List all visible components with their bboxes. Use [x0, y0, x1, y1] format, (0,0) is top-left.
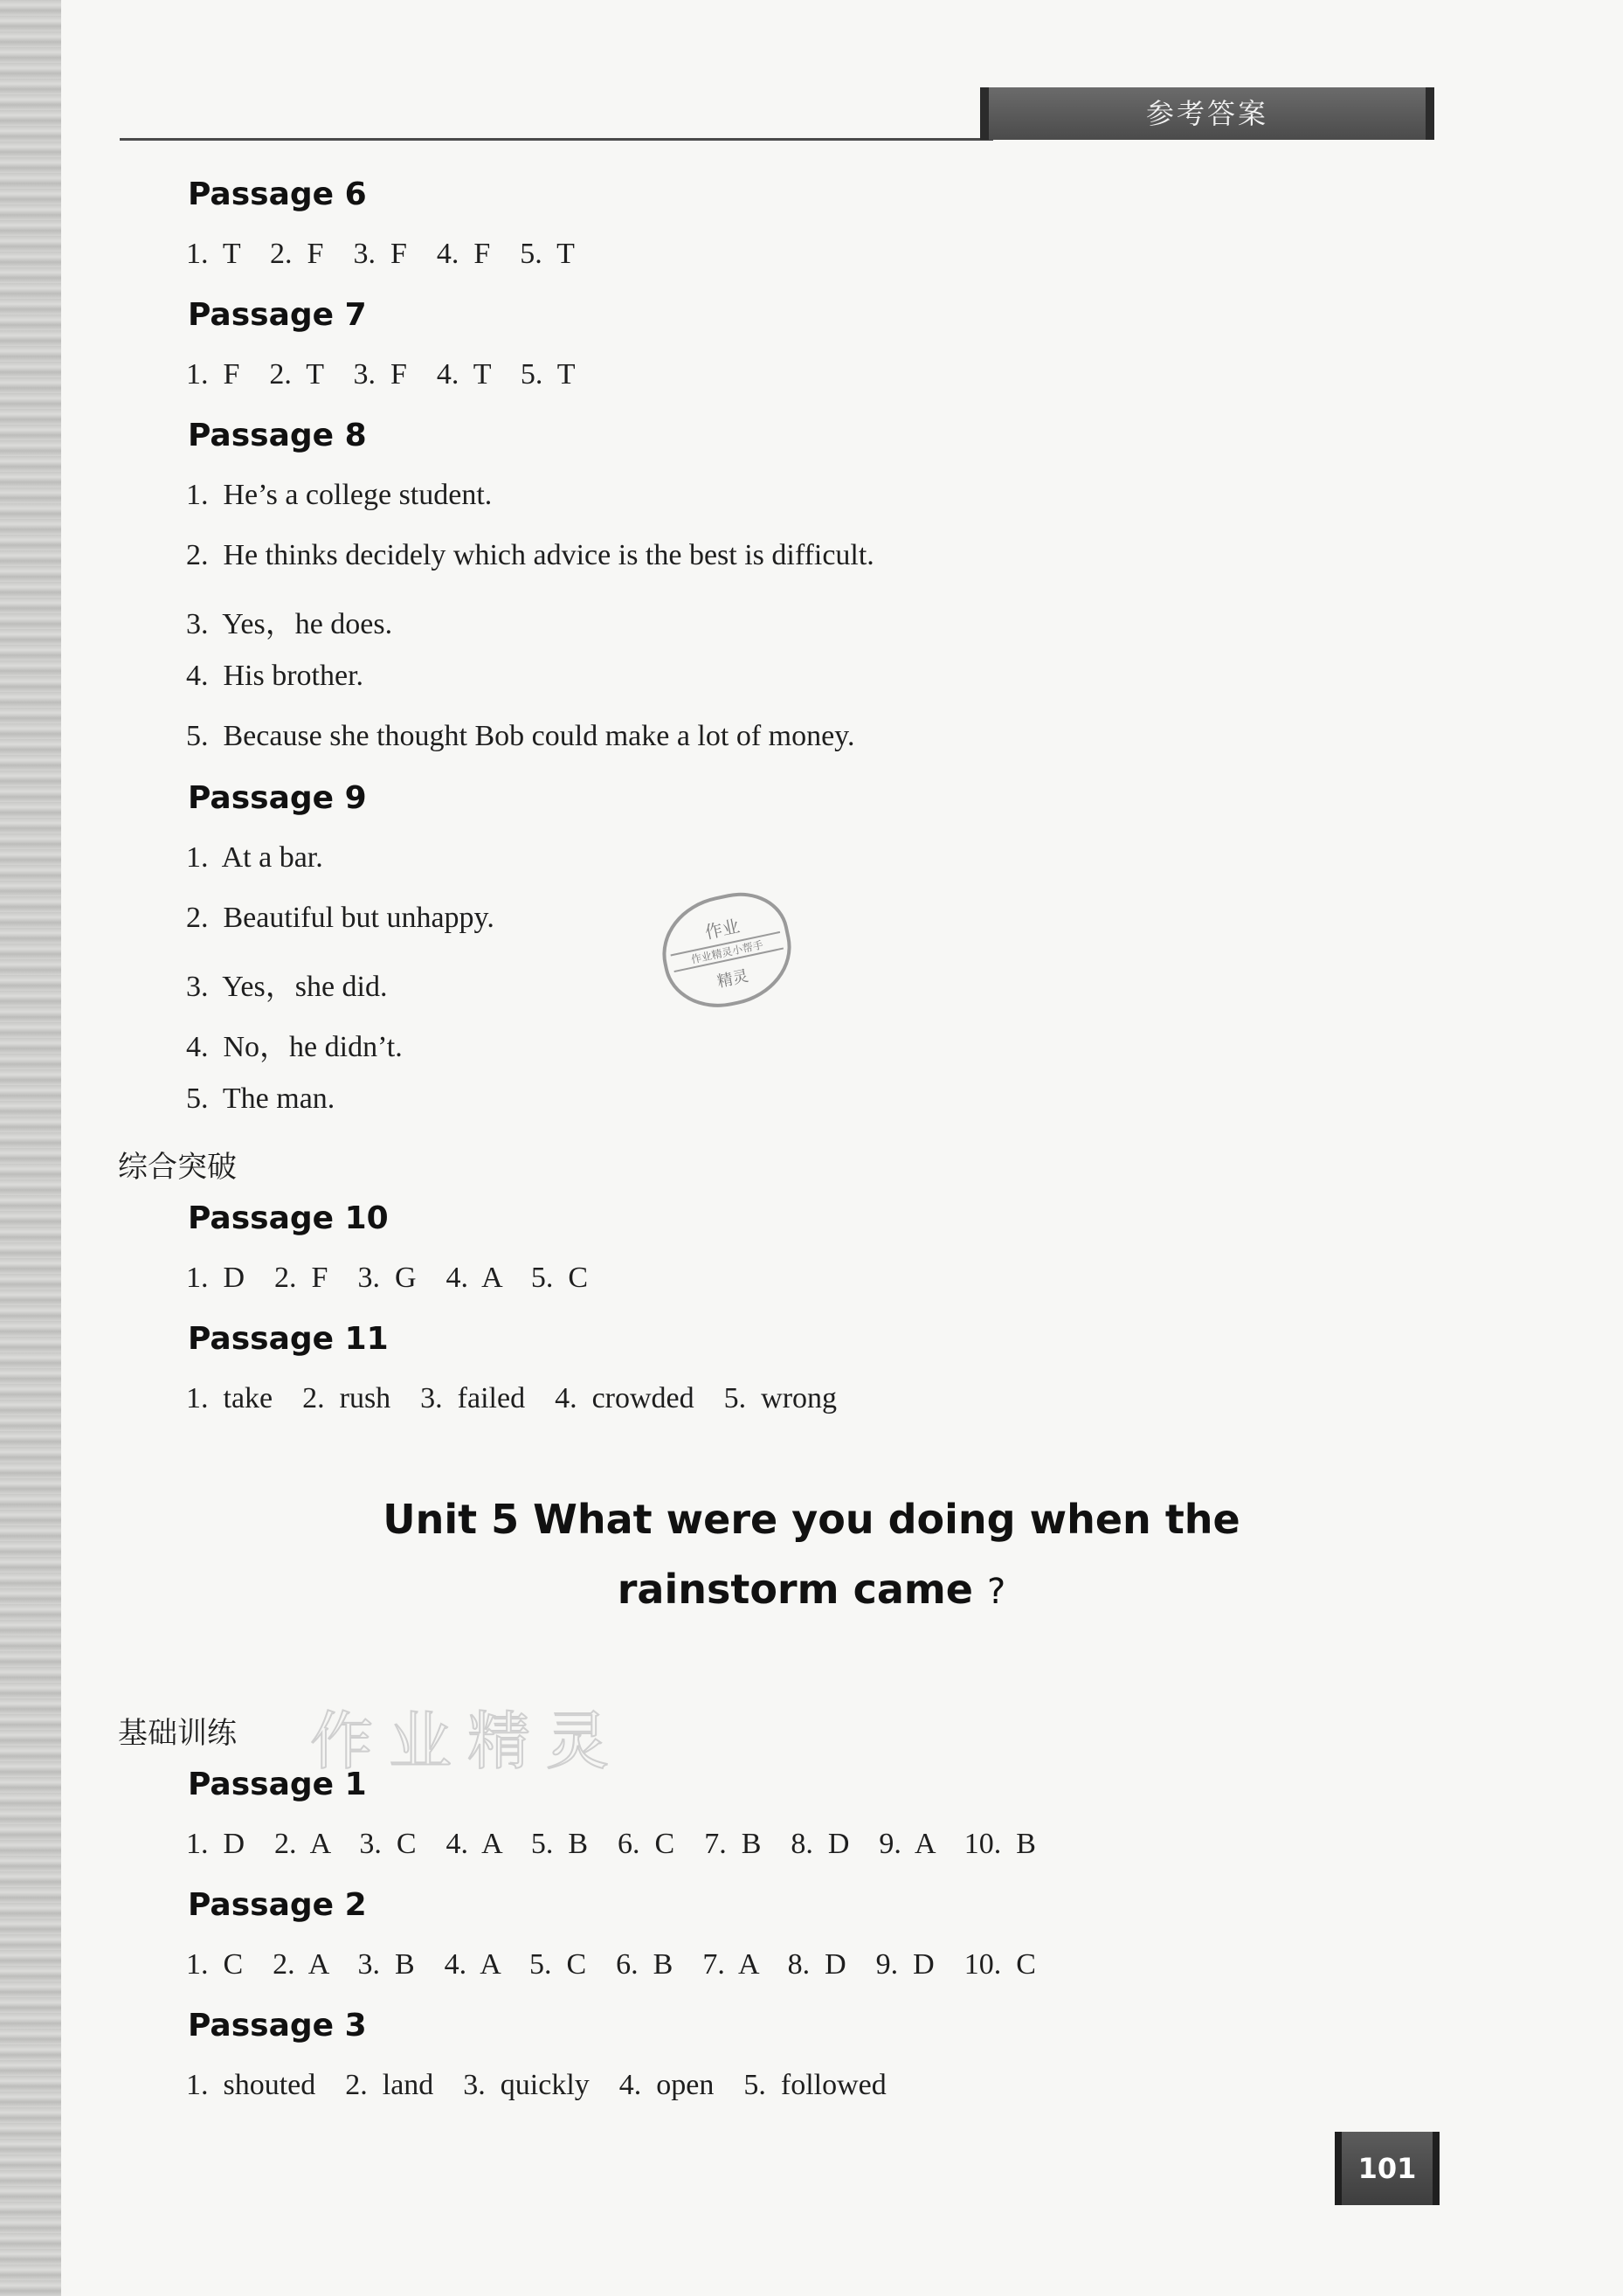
passage-7-answers: 1. F 2. T 3. F 4. T 5. T — [186, 358, 576, 391]
passage-6-heading: Passage 6 — [188, 176, 367, 212]
passage-10-answers: 1. D 2. F 3. G 4. A 5. C — [186, 1262, 588, 1294]
passage-9-heading: Passage 9 — [188, 780, 367, 816]
passage-8-answer-4: 4. His brother. — [186, 660, 364, 692]
passage-9-answer-1: 1. At a bar. — [186, 841, 323, 874]
u5-passage-2-heading: Passage 2 — [188, 1887, 367, 1923]
passage-8-answer-1: 1. He’s a college student. — [186, 479, 493, 511]
stamp-middle-text: 作业精灵小帮手 — [671, 931, 784, 972]
unit-5-title-line-2 — [0, 1566, 1623, 1613]
u5-passage-3-answers: 1. shouted 2. land 3. quickly 4. open 5. followed — [186, 2069, 887, 2101]
unit-5-title-line-1: Unit 5 What were you doing when the — [383, 1496, 1240, 1543]
section-basic-training: 基础训练 — [118, 1716, 237, 1751]
page-number: 101 — [1335, 2132, 1440, 2205]
passage-9-answer-5: 5. The man. — [186, 1082, 335, 1115]
passage-9-answer-4: 4. No，he didn’t. — [186, 1031, 403, 1063]
passage-6-answers: 1. T 2. F 3. F 4. F 5. T — [186, 238, 575, 270]
page-margin-edge — [0, 0, 61, 2296]
passage-9-answer-3: 3. Yes，she did. — [186, 971, 388, 1003]
stamp-top-text: 作业 — [702, 915, 742, 944]
passage-7-heading: Passage 7 — [188, 297, 367, 333]
passage-9-answer-2: 2. Beautiful but unhappy. — [186, 902, 494, 934]
stamp-bottom-text: 精灵 — [715, 966, 750, 992]
u5-passage-2-answers: 1. C 2. A 3. B 4. A 5. C 6. B 7. A 8. D 9. D 10. C — [186, 1948, 1036, 1981]
passage-8-answer-2: 2. He thinks decidely which advice is the best is difficult. — [186, 539, 874, 571]
unit-5-title-text: rainstorm came — [617, 1566, 974, 1613]
passage-8-answer-5: 5. Because she thought Bob could make a lot of money. — [186, 720, 855, 752]
header-rule — [120, 138, 993, 141]
passage-8-heading: Passage 8 — [188, 418, 367, 453]
unit-5-question-mark: ? — [987, 1572, 1006, 1612]
u5-passage-1-heading: Passage 1 — [188, 1767, 367, 1802]
section-comprehensive: 综合突破 — [118, 1150, 237, 1185]
u5-passage-1-answers: 1. D 2. A 3. C 4. A 5. B 6. C 7. B 8. D 9. A 10. B — [186, 1828, 1036, 1860]
section-tab: 参考答案 — [980, 87, 1434, 140]
passage-8-answer-3: 3. Yes，he does. — [186, 608, 393, 640]
u5-passage-3-heading: Passage 3 — [188, 2008, 367, 2044]
passage-10-heading: Passage 10 — [188, 1200, 389, 1236]
passage-11-heading: Passage 11 — [188, 1321, 389, 1357]
passage-11-answers: 1. take 2. rush 3. failed 4. crowded 5. wrong — [186, 1382, 838, 1414]
watermark-text: 作业精灵 — [310, 1705, 625, 1778]
